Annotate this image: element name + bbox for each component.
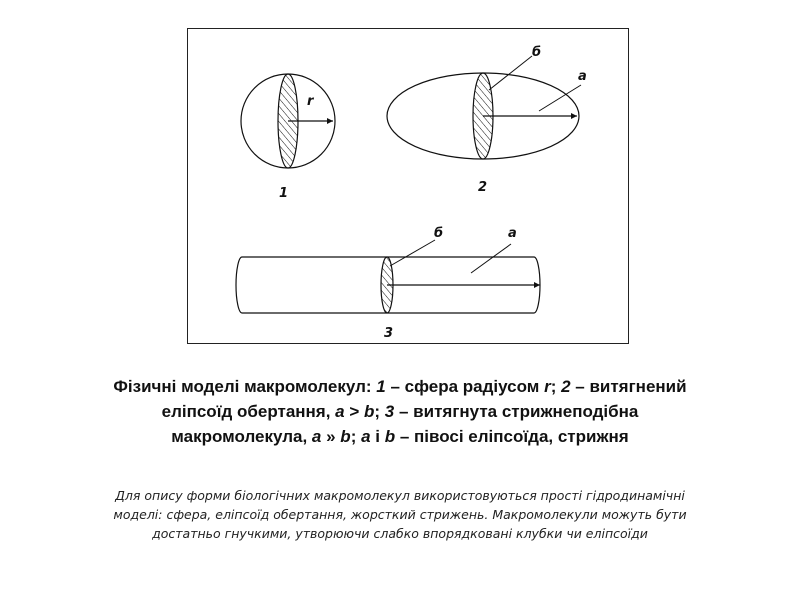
model-3-label: 3 xyxy=(384,326,394,341)
rod-axis-arrowhead xyxy=(534,282,540,288)
a-leader-line-3 xyxy=(471,244,511,273)
caption-line-2: еліпсоїд обертання, a > b; 3 – витягнута стрижнеподібна xyxy=(161,402,639,421)
major-axis-arrowhead xyxy=(571,113,577,119)
description-note xyxy=(40,486,760,543)
caption-line-3: макромолекула, a » b; a і b – півосі еліпсоїда, стрижня xyxy=(171,427,629,446)
radius-label: r xyxy=(307,94,314,109)
model-2-label: 2 xyxy=(478,180,488,195)
b-leader-line-3 xyxy=(390,240,435,266)
a-leader-line xyxy=(539,85,581,111)
figure-frame xyxy=(188,29,629,344)
b-label-3: б xyxy=(434,226,444,241)
figure-caption xyxy=(40,374,760,449)
ellipsoid-model xyxy=(387,45,587,195)
a-label-3: a xyxy=(508,226,517,241)
caption-line-1: Фізичні моделі макромолекул: 1 – сфера радіусом r; 2 – витягнений xyxy=(113,377,687,396)
macromolecule-models-diagram xyxy=(187,28,629,344)
model-1-label: 1 xyxy=(279,186,289,201)
b-label-2: б xyxy=(532,45,542,60)
note-line-3: достатньо гнучкими, утворюючи слабко впорядковані клубки чи еліпсоїди xyxy=(152,526,648,541)
rod-model xyxy=(236,226,540,341)
a-label-2: a xyxy=(578,69,587,84)
note-line-1: Для опису форми біологічних макромолекул використовуються прості гідродинамічні xyxy=(115,488,685,503)
radius-arrowhead xyxy=(327,118,333,124)
sphere-model xyxy=(241,74,335,201)
note-line-2: моделі: сфера, еліпсоїд обертання, жорсткий стрижень. Макромолекули можуть бути xyxy=(113,507,687,522)
